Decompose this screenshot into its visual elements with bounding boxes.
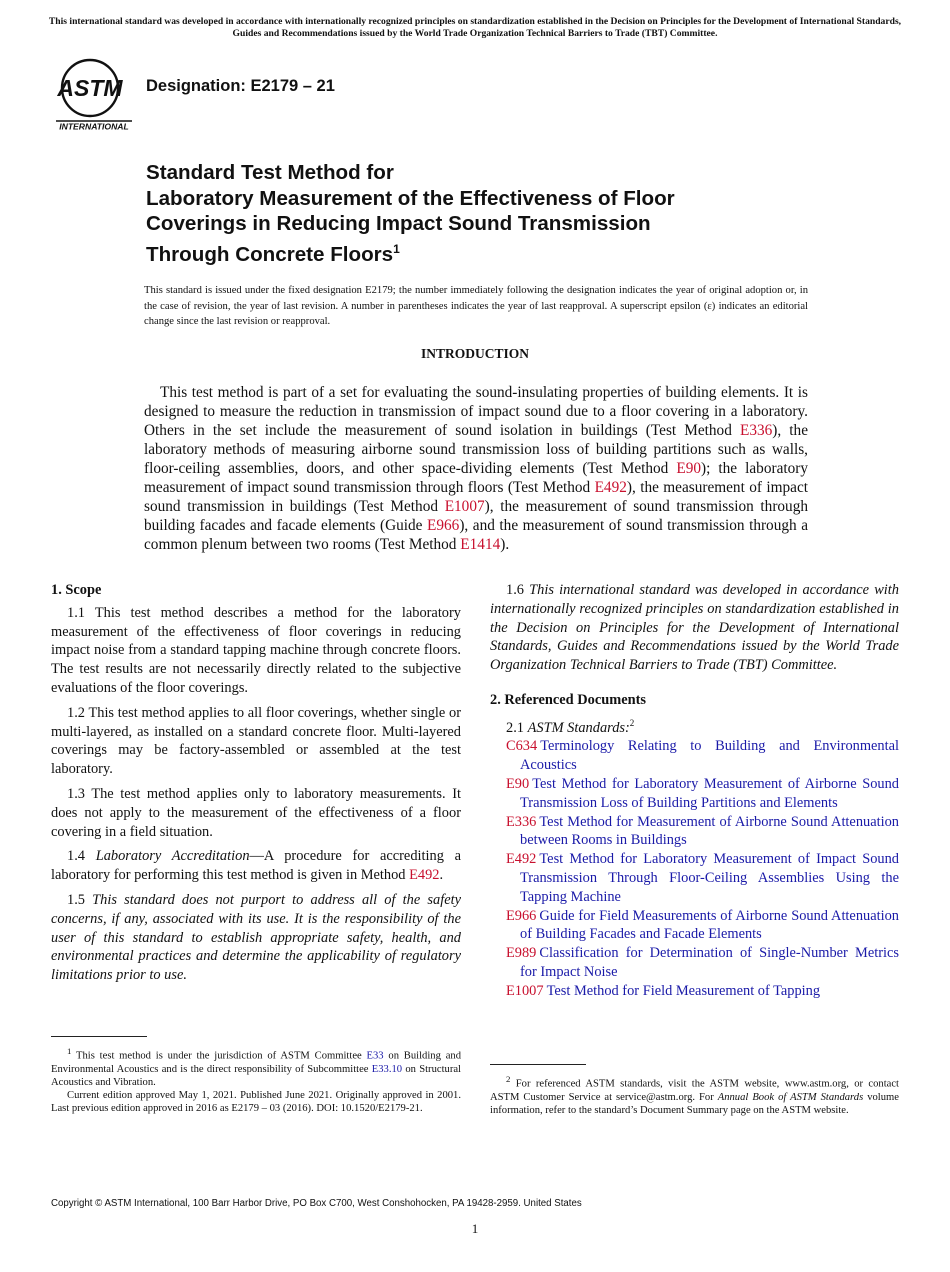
astm-logo	[54, 58, 134, 132]
link-e966[interactable]: E966	[427, 517, 460, 534]
link-e1007[interactable]: E1007	[444, 498, 485, 515]
title-line: Standard Test Method for	[146, 161, 394, 184]
paragraph-1-4: 1.4 Laboratory Accreditation—A procedure for accrediting a laboratory for performing this test method is given in Method E492.	[51, 848, 461, 884]
link-e336[interactable]: E336	[739, 422, 773, 439]
reference-item-e989[interactable]: E989 Classification for Determination of Single-Number Metrics for Impact Noise	[506, 945, 899, 980]
designation: Designation: E2179 – 21	[146, 77, 335, 95]
footnote-mark[interactable]: 2	[629, 717, 635, 728]
link-e90[interactable]: E90	[676, 460, 702, 477]
introduction-text: This test method is part of a set for evaluating the sound-insulating properties of building elements. It is designed to measure the reduction in transmission of impact sound due to a floor covering in a laboratory. Others in the set include the measurement of sound isolation in buildings (Test Method E336), the laboratory methods of measuring airborne sound transmission loss of building partitions such as walls, floor-ceiling assemblies, doors, and other space-dividing elements (Test Method E90); the laboratory measurement of impact sound transmission through floors (Test Method E492), the measurement of impact sound transmission in buildings (Test Method E1007), the measurement of sound transmission through building facades and facade elements (Guide E966), and the measurement of sound transmission through a common plenum between two rooms (Test Method E1414).	[144, 384, 809, 553]
reference-list	[490, 737, 899, 1000]
logo-letters: ASTM	[57, 75, 123, 101]
link-e33[interactable]: E33	[366, 1050, 384, 1062]
paragraph-1-1: 1.1 This test method describes a method for the laboratory measurement of the effectiveness of floor coverings in reducing impact noise from a standard tapping machine through concrete floors. The test results are not necessarily directly related to the subjective evaluations of the floor coverings.	[51, 604, 461, 696]
link-e492[interactable]: E492	[594, 479, 627, 496]
title-line: Coverings in Reducing Impact Sound Transmission	[146, 212, 651, 235]
copyright-line: Copyright © ASTM International, 100 Barr Harbor Drive, PO Box C700, West Conshohocken, PA 19428-2959. United States	[51, 1198, 582, 1209]
footnote-divider	[490, 1064, 586, 1065]
footnote-2: $^2$ For referenced ASTM standards, visit the ASTM website, www.astm.org, or contact ASTM Customer Service at service@astm.org. For Annual Book of ASTM Standards volume information, refer to the standard’s Document Summary page on the ASTM website.	[490, 1074, 899, 1116]
top-notice: This international standard was developed in accordance with internationally recognized principles on standardization established in the Decision on Principles for the Development of International Standards, Guides and Recommendations issued by the World Trade Organization Technical Barriers to Trade (TBT) Committee.	[48, 16, 902, 39]
footnote-divider	[51, 1036, 147, 1037]
reference-item-c634[interactable]: C634 Terminology Relating to Building and Environmental Acoustics	[506, 738, 899, 774]
section-heading-referenced-documents: 2. Referenced Documents	[490, 691, 646, 708]
link-e1414[interactable]: E1414	[460, 536, 501, 553]
title-line: Laboratory Measurement of the Effectiveness of Floor	[146, 186, 675, 210]
footnote-mark[interactable]: 1	[393, 241, 400, 256]
introduction-heading: INTRODUCTION	[420, 346, 529, 361]
issued-note: This standard is issued under the fixed designation E2179; the number immediately following the designation indicates the year of original adoption or, in the case of revision, the year of last revision. A number in parentheses indicates the year of last reapproval. A superscript epsilon (ε) indicates an editorial change since the last revision or reapproval.	[144, 285, 808, 327]
link-e33-10[interactable]: E33.10	[371, 1063, 403, 1075]
footnote-1: $^1$ This test method is under the jurisdiction of ASTM Committee E33 on Building and Environmental Acoustics and is the direct responsibility of Subcommittee E33.10 on Structural Acoustics and Vibration. Current edition approved May 1, 2021. Published June 2021. Originally approved in 2001. Last previous edition approved in 2016 as E2179 – 03 (2016). DOI: 10.1520/E2179-21.	[51, 1046, 461, 1114]
subsection-astm-standards: 2.1 ASTM Standards:$^2$	[506, 717, 635, 736]
reference-item-e966[interactable]: E966 Guide for Field Measurements of Airborne Sound Attenuation of Building Facades and Facade Elements	[506, 907, 899, 943]
footnote-1-edition: Current edition approved May 1, 2021. Published June 2021. Originally approved in 2001. Last previous edition approved in 2016 as E2179 – 03 (2016). DOI: 10.1520/E2179-21.	[51, 1089, 461, 1114]
paragraph-1-2: 1.2 This test method applies to all floor coverings, whether single or multi-layered, as installed on a standard concrete floor. Multi-layered coverings may be factory-assembled or assembled at the test laboratory.	[51, 704, 461, 778]
reference-item-e336[interactable]: E336 Test Method for Measurement of Airborne Sound Attenuation between Rooms in Buildings	[506, 813, 899, 849]
reference-item-e1007[interactable]: E1007 Test Method for Field Measurement of Tapping	[506, 982, 821, 999]
reference-item-e492[interactable]: E492 Test Method for Laboratory Measurement of Impact Sound Transmission Through Floor-Ceiling Assemblies Using the Tapping Machine	[506, 851, 899, 905]
paragraph-1-3: 1.3 The test method applies only to laboratory measurements. It does not apply to the measurement of the effectiveness of a floor covering in a field situation.	[51, 785, 461, 840]
section-heading-scope: 1. Scope	[51, 582, 102, 598]
reference-item-e90[interactable]: E90 Test Method for Laboratory Measurement of Airborne Sound Transmission Loss of Building Partitions and Elements	[506, 775, 899, 811]
page-number: 1	[471, 1221, 479, 1236]
paragraph-1-5: 1.5 This standard does not purport to address all of the safety concerns, if any, associated with its use. It is the responsibility of the user of this standard to establish appropriate safety, health, and environmental practices and determine the applicability of regulatory limitations prior to use.	[51, 891, 461, 984]
link-e492[interactable]: E492	[409, 867, 440, 884]
logo-caption: INTERNATIONAL	[59, 121, 129, 132]
right-column	[490, 581, 899, 1001]
paragraph-1-6: 1.6 This international standard was developed in accordance with internationally recognized principles on standardization established in the Decision on Principles for the Development of International Standards, Guides and Recommendations issued by the World Trade Organization Technical Barriers to Trade (TBT) Committee.	[490, 582, 899, 674]
document-title	[146, 160, 846, 267]
left-column	[51, 581, 461, 991]
title-line: Through Concrete Floors$^1$	[146, 241, 400, 266]
